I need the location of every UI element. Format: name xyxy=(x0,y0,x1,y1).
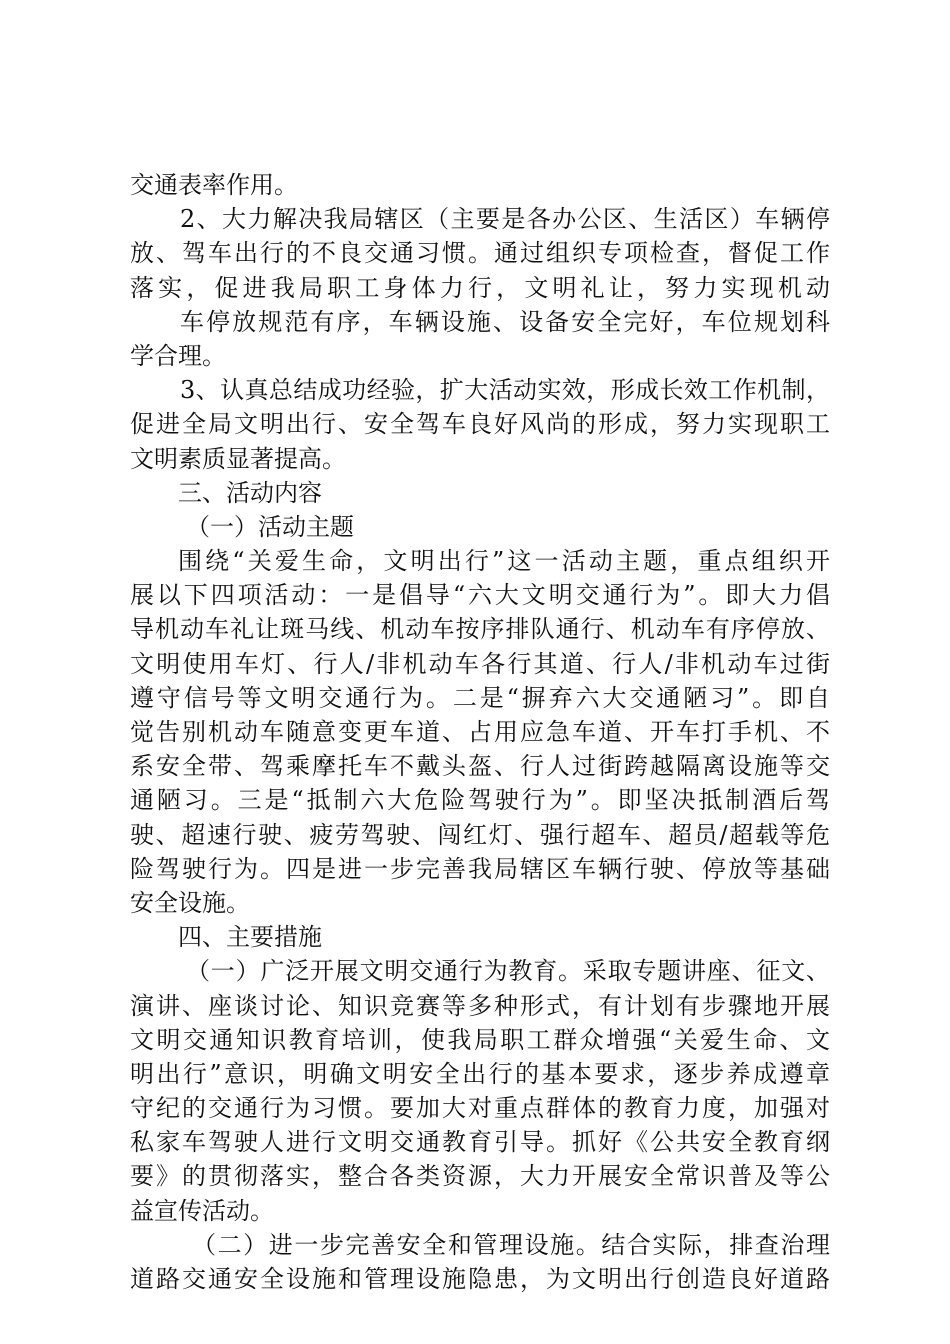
text-line: 车停放规范有序，车辆设施、设备安全完好，车位规划科 xyxy=(180,307,830,336)
text-line: 道路交通安全设施和管理设施隐患，为文明出行创造良好道路 xyxy=(130,1265,830,1293)
text-line: 觉告别机动车随意变更车道、占用应急车道、开车打手机、不 xyxy=(130,718,830,746)
text-line: 落实，促进我局职工身体力行，文明礼让，努力实现机动 xyxy=(130,273,830,302)
text-line: 学合理。 xyxy=(130,341,226,370)
text-line: 文明使用车灯、行人/非机动车各行其道、行人/非机动车过街 xyxy=(130,649,830,678)
text-line: 安全设施。 xyxy=(130,888,250,917)
subsection-heading: （一）活动主题 xyxy=(186,512,354,541)
text-line: 围绕“关爱生命，文明出行”这一活动主题，重点组织开 xyxy=(178,547,830,576)
text-line: 导机动车礼让斑马线、机动车按序排队通行、机动车有序停放、 xyxy=(130,615,830,644)
text-line: 通陋习。三是“抵制六大危险驾驶行为”。即坚决抵制酒后驾 xyxy=(130,786,830,815)
text-line: 演讲、座谈讨论、知识竞赛等多种形式，有计划有步骤地开展 xyxy=(130,991,830,1020)
text-line: （二）进一步完善安全和管理设施。结合实际，排查治理 xyxy=(192,1230,830,1259)
text-line: 险驾驶行为。四是进一步完善我局辖区车辆行驶、停放等基础 xyxy=(130,854,830,883)
section-heading: 三、活动内容 xyxy=(178,478,322,507)
text-line: 驶、超速行驶、疲劳驾驶、闯红灯、强行超车、超员/超载等危 xyxy=(130,820,830,849)
text-line: 交通表率作用。 xyxy=(130,171,298,199)
text-line: 私家车驾驶人进行文明交通教育引导。抓好《公共安全教育纲 xyxy=(130,1128,830,1157)
text-line: 益宣传活动。 xyxy=(130,1196,274,1225)
text-line: 放、驾车出行的不良交通习惯。通过组织专项检查，督促工作 xyxy=(130,239,830,268)
section-heading: 四、主要措施 xyxy=(178,923,322,952)
text-line: 促进全局文明出行、安全驾车良好风尚的形成，努力实现职工 xyxy=(130,410,830,439)
text-line: 系安全带、驾乘摩托车不戴头盔、行人过街跨越隔离设施等交 xyxy=(130,752,830,781)
text-line: 守纪的交通行为习惯。要加大对重点群体的教育力度，加强对 xyxy=(130,1094,830,1123)
text-line: 展以下四项活动：一是倡导“六大文明交通行为”。即大力倡 xyxy=(130,581,830,610)
text-line: 遵守信号等文明交通行为。二是“摒弃六大交通陋习”。即自 xyxy=(130,683,830,712)
text-line: （一）广泛开展文明交通行为教育。采取专题讲座、征文、 xyxy=(186,957,830,986)
text-line: 要》的贯彻落实，整合各类资源，大力开展安全常识普及等公 xyxy=(130,1162,830,1191)
text-line: 文明素质显著提高。 xyxy=(130,444,346,473)
text-line: 文明交通知识教育培训，使我局职工群众增强“关爱生命、文 xyxy=(130,1025,830,1054)
text-line: 明出行”意识，明确文明安全出行的基本要求，逐步养成遵章 xyxy=(130,1059,830,1088)
text-line: 3、认真总结成功经验，扩大活动实效，形成长效工作机制， xyxy=(180,376,830,405)
text-line: 2、大力解决我局辖区（主要是各办公区、生活区）车辆停 xyxy=(180,205,830,234)
document-body xyxy=(130,168,830,1296)
